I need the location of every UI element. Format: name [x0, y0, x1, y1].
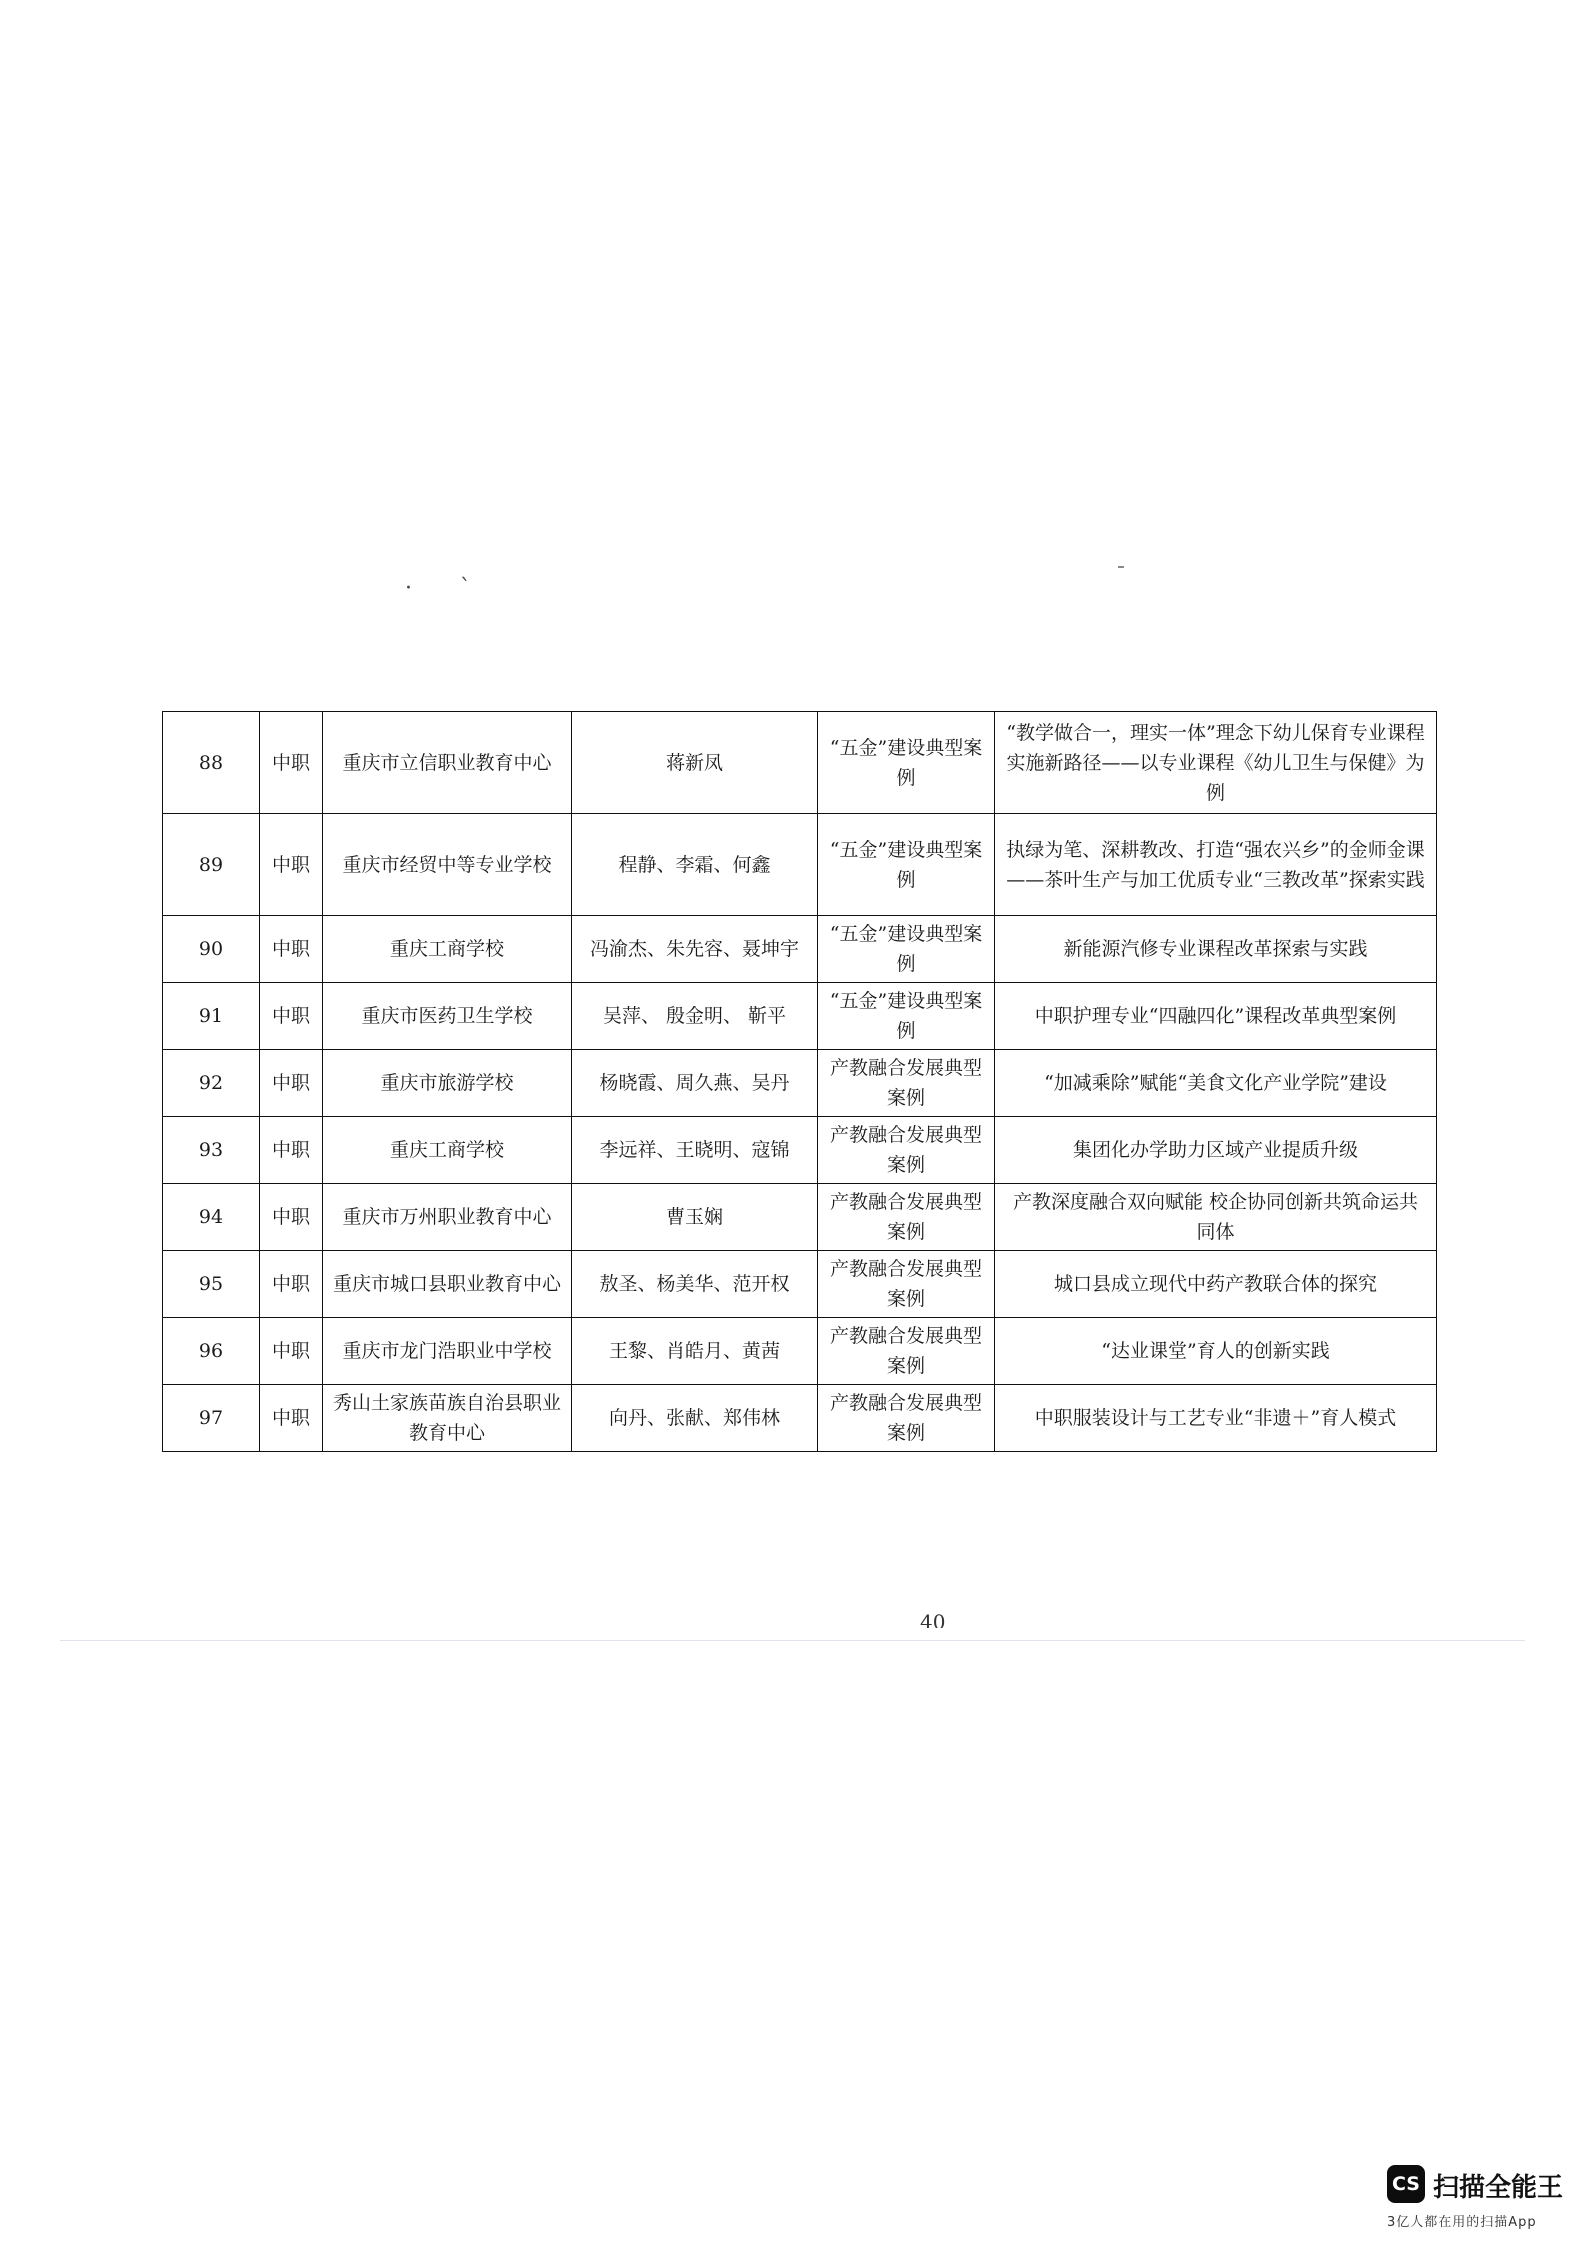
- school-name: 重庆市万州职业教育中心: [323, 1184, 572, 1251]
- school-name: 重庆市医药卫生学校: [323, 983, 572, 1050]
- authors: 蒋新凤: [572, 712, 818, 814]
- school-name: 重庆工商学校: [323, 916, 572, 983]
- school-level: 中职: [260, 814, 323, 916]
- case-type: 产教融合发展典型案例: [818, 1117, 995, 1184]
- school-level: 中职: [260, 1050, 323, 1117]
- row-number: 96: [163, 1318, 260, 1385]
- case-title: 新能源汽修专业课程改革探索与实践: [995, 916, 1437, 983]
- row-number: 90: [163, 916, 260, 983]
- case-title: 城口县成立现代中药产教联合体的探究: [995, 1251, 1437, 1318]
- school-name: 重庆市立信职业教育中心: [323, 712, 572, 814]
- authors: 向丹、张献、郑伟林: [572, 1385, 818, 1452]
- table-row: [163, 1251, 1437, 1318]
- authors: 王黎、肖皓月、黄茜: [572, 1318, 818, 1385]
- authors: 敖圣、杨美华、范开权: [572, 1251, 818, 1318]
- school-name: 重庆工商学校: [323, 1117, 572, 1184]
- table-row: [163, 814, 1437, 916]
- case-list-body: [163, 712, 1437, 1452]
- school-level: 中职: [260, 1251, 323, 1318]
- school-name: 重庆市龙门浩职业中学校: [323, 1318, 572, 1385]
- school-name: 重庆市经贸中等专业学校: [323, 814, 572, 916]
- table-row: [163, 1318, 1437, 1385]
- case-title: 执绿为笔、深耕教改、打造“强农兴乡”的金师金课——茶叶生产与加工优质专业“三教改革”探索实践: [995, 814, 1437, 916]
- table-row: [163, 1184, 1437, 1251]
- case-title: “达业课堂”育人的创新实践: [995, 1318, 1437, 1385]
- case-type: 产教融合发展典型案例: [818, 1385, 995, 1452]
- case-title: “加减乘除”赋能“美食文化产业学院”建设: [995, 1050, 1437, 1117]
- case-type: “五金”建设典型案例: [818, 983, 995, 1050]
- footer-divider: [60, 1640, 1525, 1641]
- table-row: [163, 1050, 1437, 1117]
- table-row: [163, 983, 1437, 1050]
- case-title: 中职服装设计与工艺专业“非遗＋”育人模式: [995, 1385, 1437, 1452]
- case-title: 中职护理专业“四融四化”课程改革典型案例: [995, 983, 1437, 1050]
- table-row: [163, 1385, 1437, 1452]
- page-number: 40: [920, 1610, 946, 1628]
- table-row: [163, 712, 1437, 814]
- row-number: 95: [163, 1251, 260, 1318]
- scan-speck-marks: ·​`: [405, 576, 519, 601]
- authors: 冯渝杰、朱先容、聂坤宇: [572, 916, 818, 983]
- row-number: 92: [163, 1050, 260, 1117]
- case-list-table: [162, 711, 1437, 1452]
- school-level: 中职: [260, 1318, 323, 1385]
- case-type: 产教融合发展典型案例: [818, 1251, 995, 1318]
- school-name: 秀山土家族苗族自治县职业教育中心: [323, 1385, 572, 1452]
- case-type: “五金”建设典型案例: [818, 814, 995, 916]
- school-level: 中职: [260, 983, 323, 1050]
- row-number: 93: [163, 1117, 260, 1184]
- row-number: 89: [163, 814, 260, 916]
- authors: 程静、李霜、何鑫: [572, 814, 818, 916]
- school-name: 重庆市旅游学校: [323, 1050, 572, 1117]
- case-type: 产教融合发展典型案例: [818, 1184, 995, 1251]
- authors: 吴萍、 殷金明、 靳平: [572, 983, 818, 1050]
- watermark-app-name: 扫描全能王: [1433, 2173, 1564, 2203]
- table-row: [163, 1117, 1437, 1184]
- row-number: 94: [163, 1184, 260, 1251]
- table-row: [163, 916, 1437, 983]
- school-level: 中职: [260, 916, 323, 983]
- case-title: 产教深度融合双向赋能 校企协同创新共筑命运共同体: [995, 1184, 1437, 1251]
- scan-speck-mark: [1118, 566, 1124, 568]
- authors: 李远祥、王晓明、寇锦: [572, 1117, 818, 1184]
- case-type: 产教融合发展典型案例: [818, 1318, 995, 1385]
- row-number: 97: [163, 1385, 260, 1452]
- watermark-tagline: 3亿人都在用的扫描App: [1387, 2215, 1537, 2230]
- school-level: 中职: [260, 1117, 323, 1184]
- row-number: 91: [163, 983, 260, 1050]
- row-number: 88: [163, 712, 260, 814]
- case-title: “教学做合一，理实一体”理念下幼儿保育专业课程实施新路径——以专业课程《幼儿卫生与保健》为例: [995, 712, 1437, 814]
- scanner-watermark: [1379, 2161, 1569, 2231]
- camscanner-logo-icon: CS: [1387, 2165, 1425, 2203]
- school-level: 中职: [260, 1184, 323, 1251]
- authors: 曹玉娴: [572, 1184, 818, 1251]
- authors: 杨晓霞、周久燕、吴丹: [572, 1050, 818, 1117]
- case-type: “五金”建设典型案例: [818, 712, 995, 814]
- school-level: 中职: [260, 1385, 323, 1452]
- case-type: 产教融合发展典型案例: [818, 1050, 995, 1117]
- school-name: 重庆市城口县职业教育中心: [323, 1251, 572, 1318]
- case-title: 集团化办学助力区域产业提质升级: [995, 1117, 1437, 1184]
- case-type: “五金”建设典型案例: [818, 916, 995, 983]
- school-level: 中职: [260, 712, 323, 814]
